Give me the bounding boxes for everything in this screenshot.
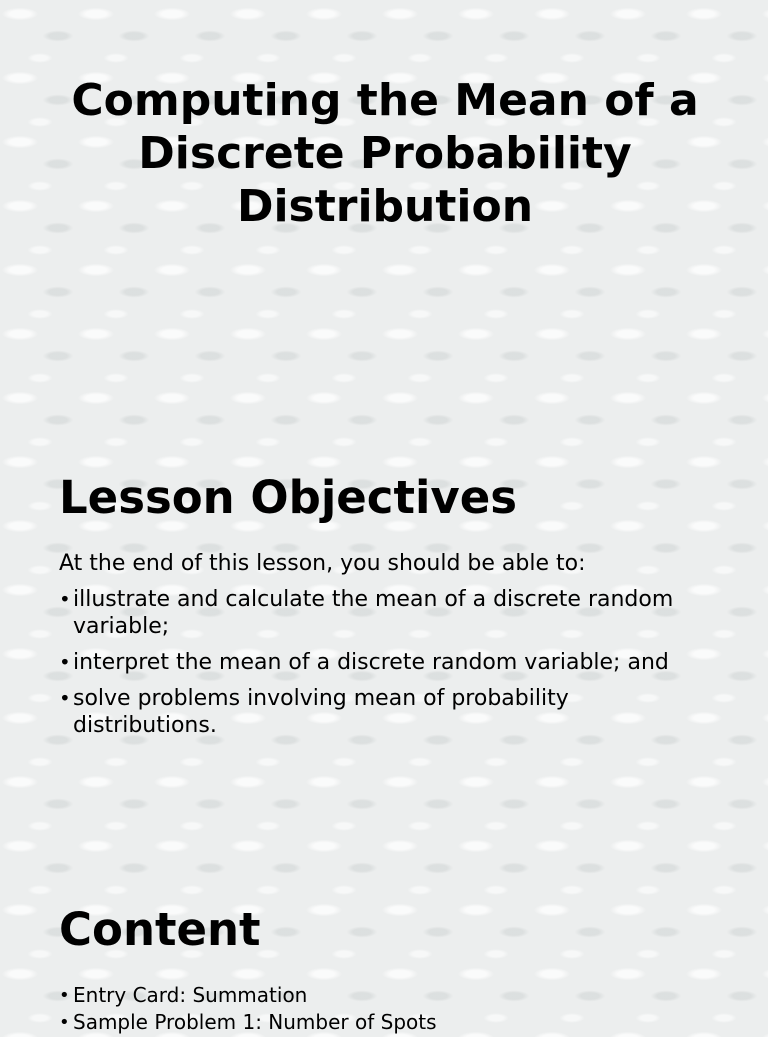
content-slide bbox=[0, 830, 768, 1034]
presentation-title: Computing the Mean of a Discrete Probability Distribution bbox=[71, 75, 699, 232]
lesson-objectives-slide bbox=[0, 400, 768, 830]
bullet-icon: • bbox=[59, 1012, 70, 1033]
objective-item bbox=[59, 685, 709, 739]
objectives-intro: At the end of this lesson, you should be able to: bbox=[59, 551, 586, 576]
objective-item bbox=[59, 649, 709, 676]
content-text: Entry Card: Summation bbox=[73, 983, 308, 1007]
objective-text: solve problems involving mean of probability distributions. bbox=[73, 686, 569, 738]
title-slide bbox=[0, 0, 768, 400]
content-text: Sample Problem 1: Number of Spots bbox=[73, 1010, 437, 1034]
content-item bbox=[59, 1010, 709, 1035]
objective-item bbox=[59, 586, 709, 640]
objective-text: interpret the mean of a discrete random variable; and bbox=[73, 650, 669, 675]
content-list bbox=[59, 983, 709, 1037]
objective-text: illustrate and calculate the mean of a discrete random variable; bbox=[73, 587, 674, 639]
lesson-objectives-heading: Lesson Objectives bbox=[59, 471, 518, 524]
bullet-icon: • bbox=[59, 588, 71, 611]
objectives-list bbox=[59, 586, 709, 748]
bullet-icon: • bbox=[59, 687, 71, 710]
content-item bbox=[59, 983, 709, 1008]
bullet-icon: • bbox=[59, 651, 71, 674]
content-heading: Content bbox=[59, 903, 261, 956]
bullet-icon: • bbox=[59, 985, 70, 1006]
